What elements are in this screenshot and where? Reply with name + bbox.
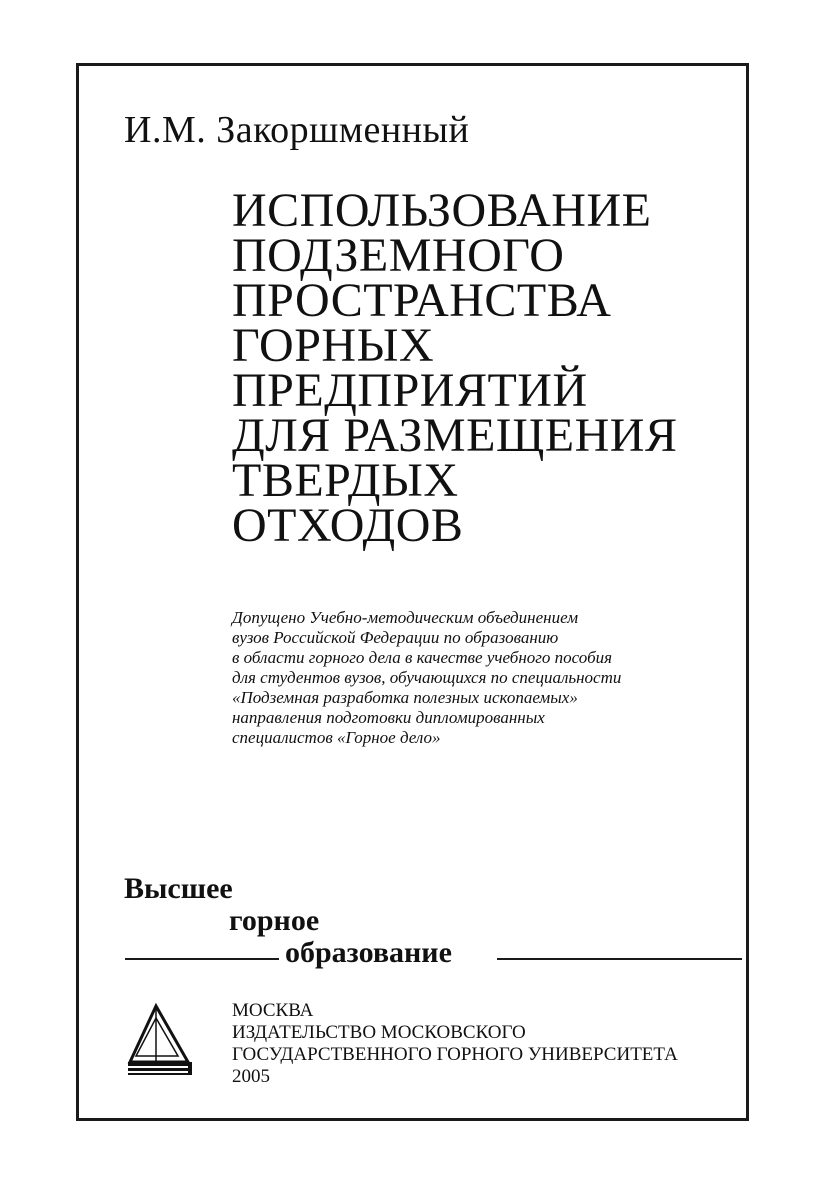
title-line: ОТХОДОВ [232, 499, 464, 552]
approval-statement [232, 608, 621, 748]
approval-line: в области горного дела в качестве учебного пособия [232, 648, 613, 667]
book-title [232, 184, 678, 552]
publisher-city: МОСКВА [232, 1000, 314, 1021]
series-rule-left [125, 958, 279, 960]
publisher-block [232, 1000, 678, 1088]
series-name-line-1: Высшее [124, 872, 233, 905]
approval-line: специалистов «Горное дело» [232, 728, 441, 747]
publisher-name-line: ГОСУДАРСТВЕННОГО ГОРНОГО УНИВЕРСИТЕТА [232, 1044, 678, 1065]
publisher-triangle-logo-icon [126, 1000, 194, 1082]
title-line: ПОДЗЕМНОГО [232, 229, 565, 282]
approval-line: «Подземная разработка полезных ископаемых» [232, 688, 578, 707]
approval-line: для студентов вузов, обучающихся по специальности [232, 668, 622, 687]
title-line: ПРОСТРАНСТВА [232, 274, 612, 327]
title-line: ТВЕРДЫХ [232, 454, 459, 507]
approval-line: вузов Российской Федерации по образованию [232, 628, 559, 647]
series-name-line-2: горное [229, 904, 320, 937]
title-line: ИСПОЛЬЗОВАНИЕ [232, 184, 652, 237]
approval-line: направления подготовки дипломированных [232, 708, 545, 727]
title-line: ГОРНЫХ [232, 319, 435, 372]
title-line: ПРЕДПРИЯТИЙ [232, 364, 588, 417]
title-line: ДЛЯ РАЗМЕЩЕНИЯ [232, 409, 678, 462]
series-name-line-3: образование [285, 936, 452, 969]
author-name: И.М. Закоршменный [124, 109, 470, 151]
series-rule-right [497, 958, 742, 960]
approval-line: Допущено Учебно-методическим объединением [232, 608, 579, 627]
publisher-name-line: ИЗДАТЕЛЬСТВО МОСКОВСКОГО [232, 1022, 526, 1043]
publication-year: 2005 [232, 1066, 270, 1087]
